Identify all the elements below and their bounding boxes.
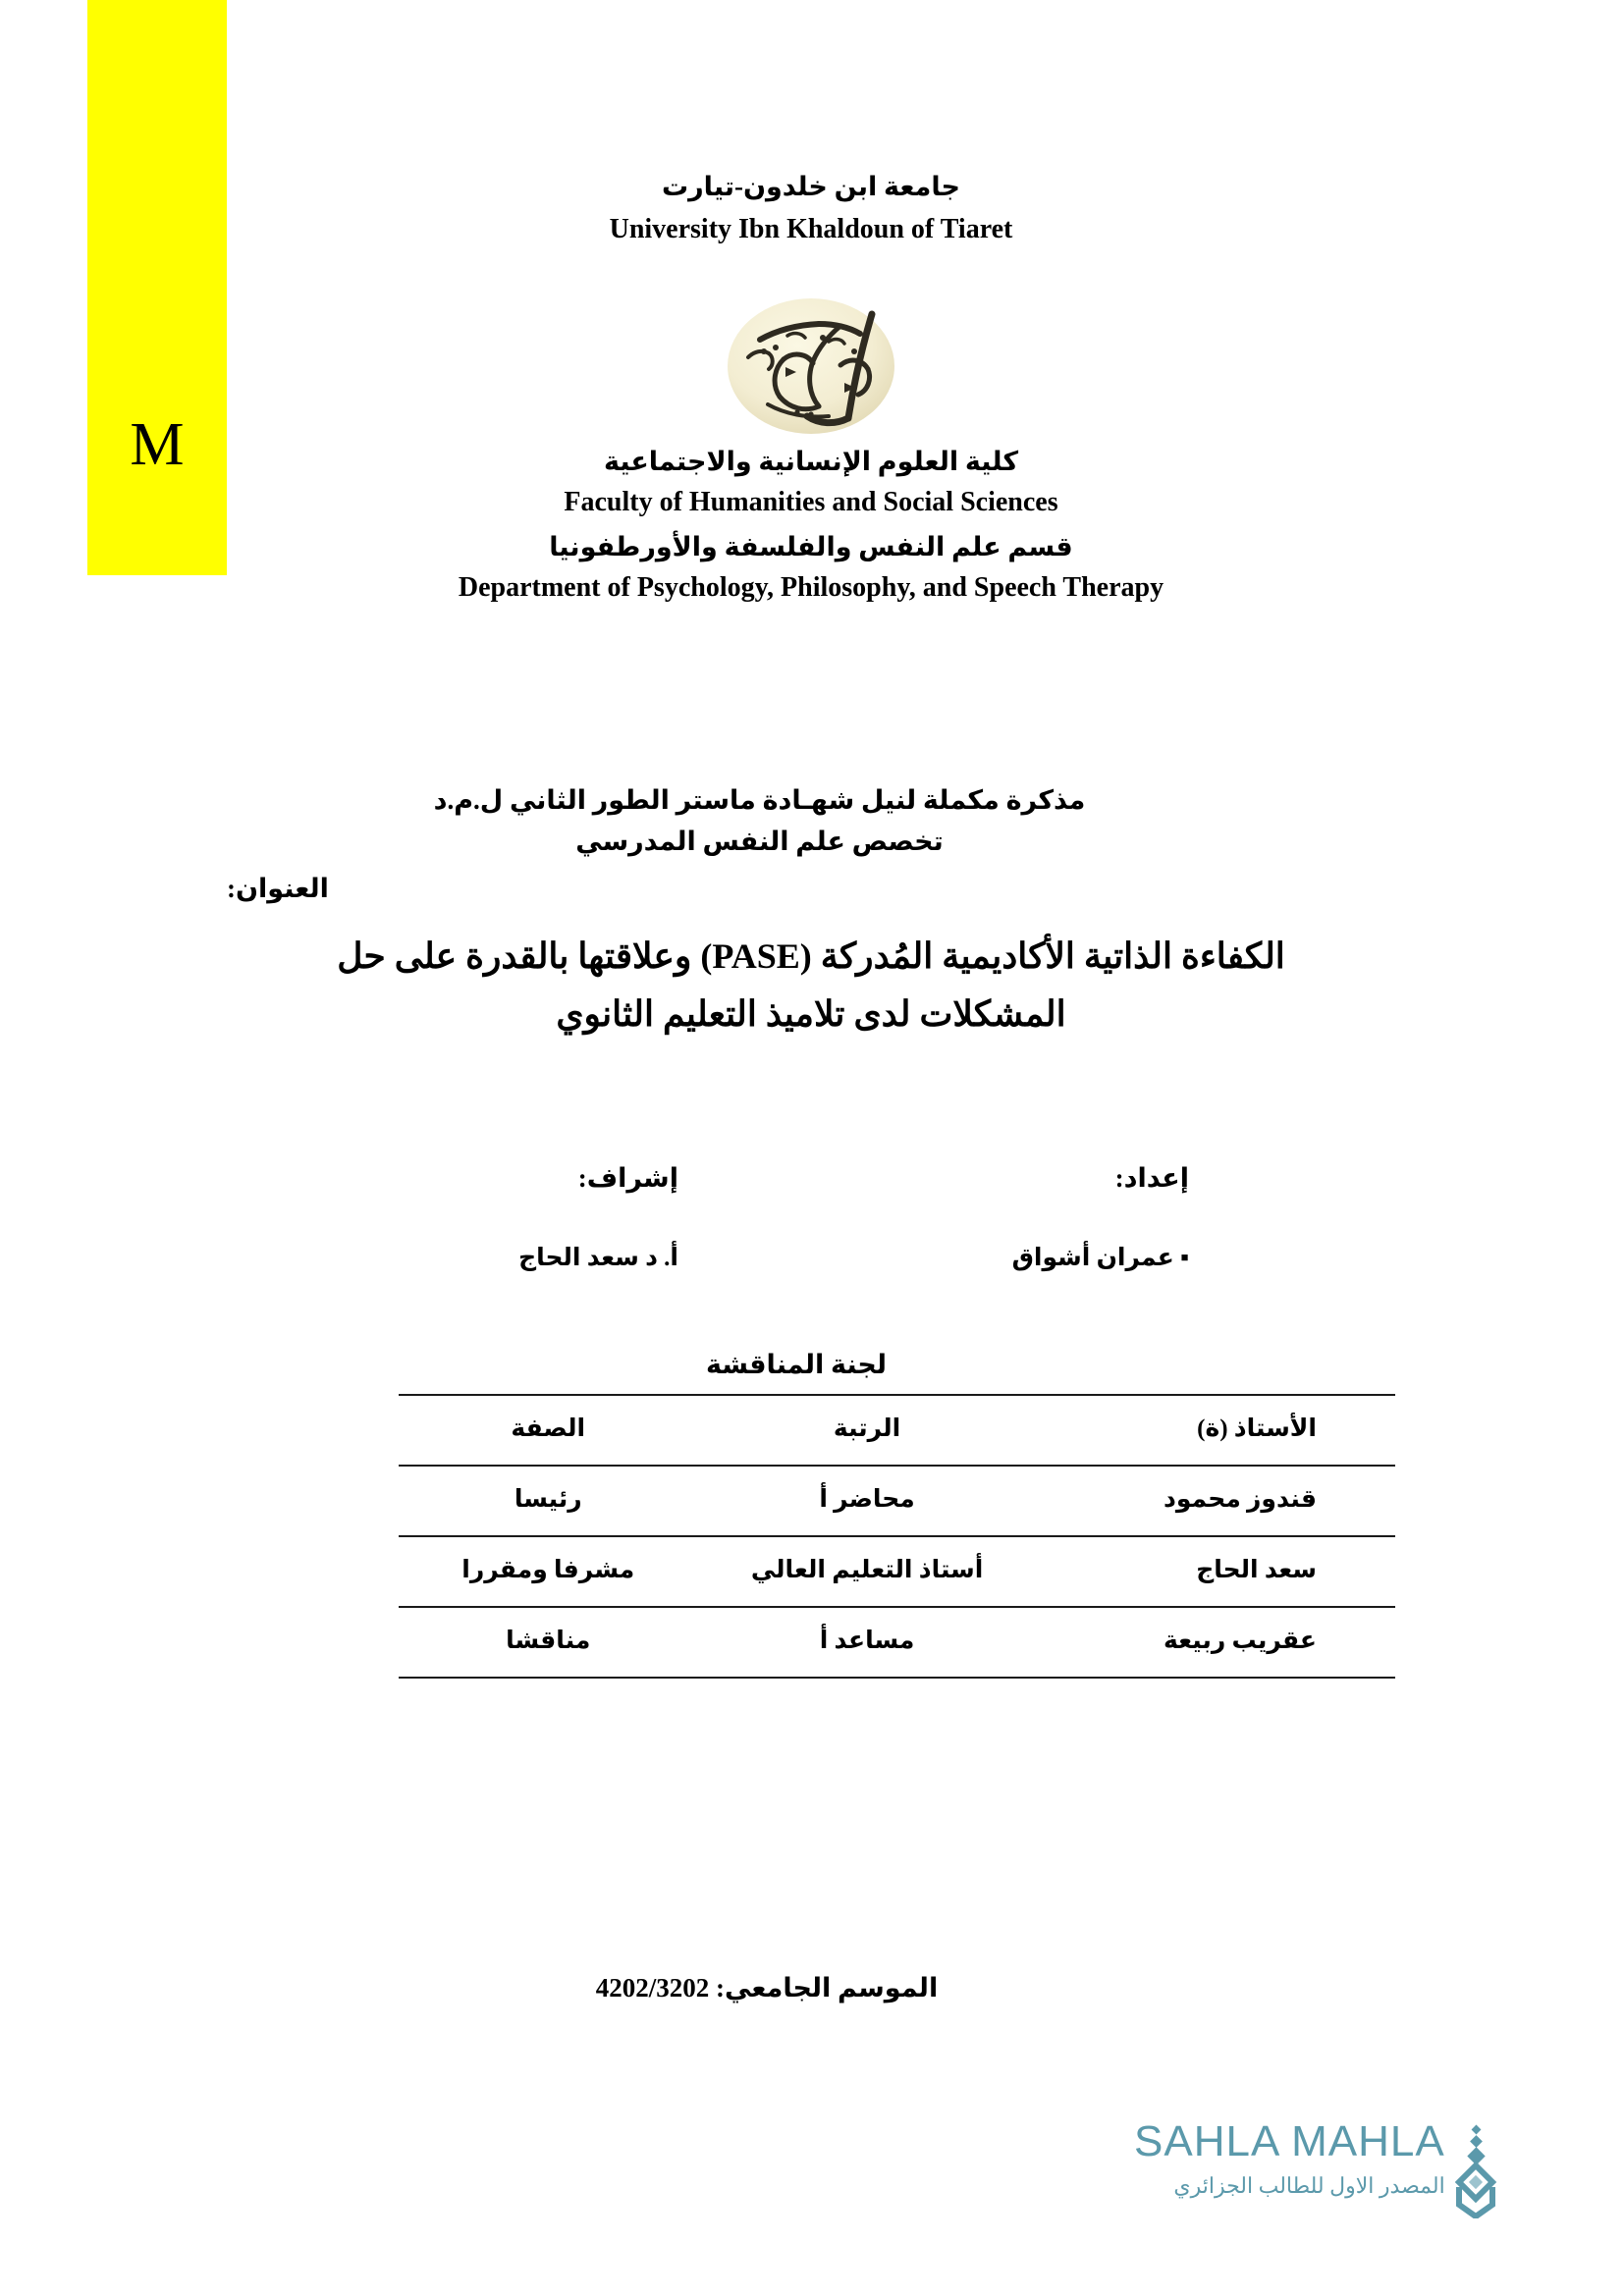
thesis-kind-block [227,780,1292,863]
author-supervisor-block [227,1163,1395,1272]
department-name-english: Department of Psychology, Philosophy, and Speech Therapy [458,572,1164,603]
jury-member-name: سعد الحاج [1037,1536,1395,1607]
thesis-title [227,928,1395,1044]
jury-header-role: الصفة [399,1395,698,1466]
table-row [399,1607,1395,1678]
jury-member-role: مشرفا ومقررا [399,1536,698,1607]
title-label: العنوان: [227,874,329,903]
yellow-marker-block [87,0,227,575]
author-name: ▪ عمران أشواق [1011,1245,1189,1271]
marker-letter-m: M [130,411,185,478]
jury-section [227,1350,1395,1679]
university-seal-icon [725,296,897,437]
jury-member-role: مناقشا [399,1607,698,1678]
department-name-arabic: قسم علم النفس والفلسفة والأورطفونيا [549,532,1073,561]
jury-member-role: رئيسا [399,1466,698,1536]
jury-member-name: قندوز محمود [1037,1466,1395,1536]
university-name-arabic: جامعة ابن خلدون-تيارت [662,172,960,201]
watermark-brand: SAHLA MAHLA [1134,2117,1445,2165]
jury-header-rank: الرتبة [698,1395,1037,1466]
university-logo-container [227,296,1395,437]
jury-table-header-row [399,1395,1395,1466]
sahla-mahla-watermark [1134,2117,1596,2238]
thesis-title-line-2: المشكلات لدى تلاميذ التعليم الثانوي [556,994,1066,1035]
supervisor-name: أ. د سعد الحاج [518,1245,678,1271]
author-label: إعداد: [1114,1163,1189,1193]
watermark-text [1134,2117,1445,2199]
faculty-name-english: Faculty of Humanities and Social Sciences [564,487,1058,517]
jury-member-rank: محاضر أ [698,1466,1037,1536]
supervisor-label: إشراف: [577,1163,678,1193]
thesis-title-line-1: الكفاءة الذاتية الأكاديمية المُدركة (PASE) وعلاقتها بالقدرة على حل [337,936,1285,976]
thesis-degree-line: مذكرة مكملة لنيل شهـادة ماستر الطور الثاني ل.م.د [433,785,1086,815]
jury-caption: لجنة المناقشة [706,1350,887,1379]
jury-table [399,1394,1395,1679]
university-header [227,172,1395,245]
watermark-tagline: المصدر الاول للطالب الجزائري [1173,2173,1445,2198]
thesis-specialization-line: تخصص علم النفس المدرسي [575,826,944,856]
faculty-department-block [227,447,1395,604]
jury-member-rank: أستاذ التعليم العالي [698,1536,1037,1607]
jury-member-name: عقريب ربيعة [1037,1607,1395,1678]
academic-year: الموسم الجامعي: 2023/2024 [595,1973,939,2002]
faculty-name-arabic: كلية العلوم الإنسانية والاجتماعية [603,447,1019,476]
table-row [399,1536,1395,1607]
document-content [227,0,1624,2296]
jury-header-name: الأستاذ (ة) [1037,1395,1395,1466]
university-name-english: University Ibn Khaldoun of Tiaret [609,214,1013,244]
jury-member-rank: مساعد أ [698,1607,1037,1678]
sahla-mahla-emblem-icon [1445,2124,1506,2218]
table-row [399,1466,1395,1536]
